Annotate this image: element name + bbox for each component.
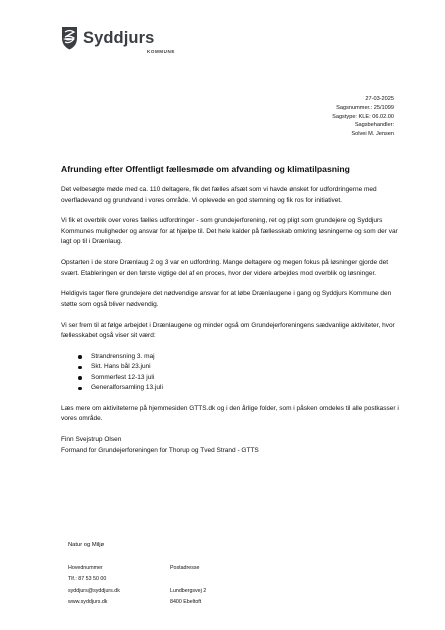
paragraph: Det velbesøgte møde med ca. 110 deltagere, fik det fælles afsæt som vi havde ønsket for udfordringerne med overfladevand og grundvand i vores område. Vi oplevede en god stemning og fik ros for initiativet. bbox=[61, 186, 377, 204]
footer-department: Natur og Miljø bbox=[68, 542, 105, 548]
bullet-icon bbox=[78, 355, 82, 359]
list-item-text: Generalforsamling 13.juli bbox=[91, 384, 163, 392]
footer-email-link[interactable]: syddjurs@syddjurs.dk bbox=[68, 587, 120, 594]
paragraph: Heldigvis tager flere grundejere det nødvendige ansvar for at løbe Drænlaugene i gang og Syddjurs Kommune den støtte som også bliver nødvendig. bbox=[61, 290, 392, 308]
signature-name: Finn Svejstrup Olsen bbox=[61, 436, 122, 444]
footer-website-link[interactable]: www.syddjurs.dk bbox=[68, 598, 108, 605]
footer-contact bbox=[68, 563, 120, 608]
list-item-text: Strandrensning 3. maj bbox=[91, 352, 155, 360]
footer-heading: Hovednummer bbox=[68, 565, 103, 571]
document-date: 27-03-2025 bbox=[365, 96, 394, 102]
footer-phone: Tlf.: 87 53 50 00 bbox=[68, 576, 107, 583]
closing-paragraph: Læs mere om aktiviteterne på hjemmesiden GTTS.dk og i den årlige folder, som i påsken omdeles til alle postkasser i vores område. bbox=[61, 404, 399, 423]
list-item-text: Sommerfest 12-13 juli bbox=[91, 373, 155, 381]
paragraph: Vi ser frem til at følge arbejdet i Drænlaugene og minder også om Grundejerforeningens sædvanlige aktiviteter, hvor fællesskabet også viser sit værd: bbox=[61, 321, 395, 340]
footer-heading: Postadresse bbox=[170, 565, 200, 571]
footer-city: 8400 Ebeltoft bbox=[170, 598, 202, 605]
shield-logo-icon bbox=[61, 26, 78, 50]
logo-subtitle: KOMMUNE bbox=[147, 49, 175, 54]
case-handler-name: Solvei M. Jensen bbox=[351, 131, 394, 138]
logo-wordmark: Syddjurs bbox=[83, 29, 155, 47]
case-number: Sagsnummer.: 25/1099 bbox=[336, 104, 394, 111]
bullet-icon bbox=[78, 387, 82, 391]
document-body bbox=[61, 185, 401, 456]
list-item bbox=[61, 352, 401, 363]
footer-spacer bbox=[170, 574, 206, 585]
case-metadata bbox=[332, 95, 394, 139]
list-item bbox=[61, 362, 401, 373]
document-title: Afrunding efter Offentligt fællesmøde om afvanding og klimatilpasning bbox=[61, 164, 350, 174]
activity-list bbox=[61, 352, 401, 394]
bullet-icon bbox=[78, 376, 82, 380]
signature-block bbox=[61, 435, 401, 456]
bullet-icon bbox=[78, 366, 82, 370]
paragraph: Opstarten i de store Drænlaug 2 og 3 var en udfordring. Mange deltagere og megen fokus på løsninger gjorde det svært. Etableringen er den første vigtige del af en proces, hvor der videre arbejdes mod overblik og løsninger. bbox=[61, 259, 389, 277]
signature-role: Formand for Grundejerforeningen for Thorup og Tved Strand - GTTS bbox=[61, 446, 259, 454]
case-type: Sagstype: KLE: 06.02.00 bbox=[332, 113, 394, 120]
case-handler-label: Sagsbehandler: bbox=[354, 122, 394, 129]
footer-street: Lundbergsvej 2 bbox=[170, 587, 207, 594]
list-item bbox=[61, 373, 401, 384]
list-item bbox=[61, 383, 401, 394]
syddjurs-logo bbox=[61, 26, 191, 62]
paragraph: Vi fik et overblik over vores fælles udfordringer - som grundejerforening, ret og pligt som grundejere og Syddjurs Kommunes muligheder og ansvar for at hjælpe til. Det hele kalder på fællesskab omkring løsningerne og som der var lagt op til i Drænlaug. bbox=[61, 217, 398, 246]
list-item-text: Skt. Hans bål 23.juni bbox=[91, 363, 151, 371]
footer-address bbox=[170, 563, 206, 608]
